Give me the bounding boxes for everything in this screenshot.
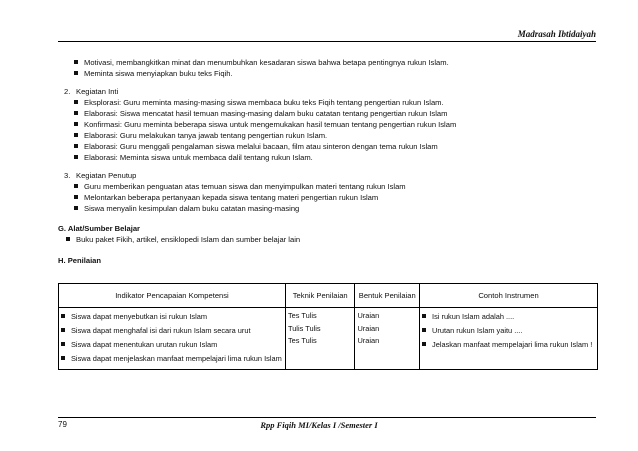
header-bentuk: Bentuk Penilaian — [355, 284, 420, 308]
list-item: Elaborasi: Guru menggali pengalaman siswa melalui bacaan, film atau sinteron dengan tema rukun Islam — [72, 141, 598, 152]
kegiatan-inti-heading — [64, 86, 598, 97]
list-item: Eksplorasi: Guru meminta masing-masing siswa membaca buku teks Fiqih tentang pengertian rukun Islam. — [72, 97, 598, 108]
list-item: Siswa dapat menentukan urutan rukun Islam — [59, 339, 285, 350]
section-title: Kegiatan Penutup — [76, 171, 137, 180]
section-number: 2. — [64, 87, 71, 96]
teknik-value: Tulis Tulis — [287, 323, 321, 333]
kegiatan-penutup-list — [72, 181, 598, 214]
teknik-value: Tes Tulis — [287, 336, 317, 345]
table-row — [59, 308, 598, 370]
teknik-cell — [285, 308, 355, 370]
header-rule — [58, 41, 596, 42]
section-number: 3. — [64, 171, 71, 180]
list-item: Buku paket Fikih, artikel, ensiklopedi Islam dan sumber belajar lain — [64, 234, 598, 245]
table-header-row — [59, 284, 598, 308]
header-contoh: Contoh Instrumen — [420, 284, 598, 308]
header-indikator: Indikator Pencapaian Kompetensi — [59, 284, 286, 308]
contoh-cell — [420, 308, 598, 370]
list-item: Isi rukun Islam adalah .... — [420, 311, 597, 322]
section-title: Kegiatan Inti — [76, 87, 119, 96]
section-g-title: G. Alat/Sumber Belajar — [58, 224, 141, 233]
header-teknik: Teknik Penilaian — [285, 284, 355, 308]
bentuk-cell — [355, 308, 420, 370]
bentuk-value: Uraian — [357, 311, 380, 320]
list-item: Siswa dapat menghafal isi dari rukun Islam secara urut — [59, 325, 285, 336]
section-g-list — [64, 234, 598, 245]
list-item: Siswa menyalin kesimpulan dalam buku catatan masing-masing — [72, 203, 598, 214]
list-item: Siswa dapat menyebutkan isi rukun Islam — [59, 311, 285, 322]
list-item: Guru memberikan penguatan atas temuan siswa dan menyimpulkan materi tentang rukun Islam — [72, 181, 598, 192]
list-item: Urutan rukun Islam yaitu .... — [420, 325, 597, 336]
list-item: Elaborasi: Guru melakukan tanya jawab tentang pengertian rukun Islam. — [72, 130, 598, 141]
list-item: Konfirmasi: Guru meminta beberapa siswa untuk mengemukakan hasil temuan tentang pengertian rukun Islam — [72, 119, 598, 130]
assessment-table — [58, 283, 598, 370]
list-item: Melontarkan beberapa pertanyaan kepada siswa tentang materi pengertian rukun Islam — [72, 192, 598, 203]
kegiatan-inti-list — [72, 97, 598, 163]
bentuk-value: Uraian — [357, 323, 380, 333]
page-number: 79 — [58, 420, 67, 429]
list-item: Siswa dapat menjelaskan manfaat mempelajari lima rukun Islam — [59, 353, 285, 364]
bentuk-value: Uraian — [357, 336, 380, 345]
list-item: Elaborasi: Siswa mencatat hasil temuan masing-masing dalam buku catatan tentang pengertian rukun Islam — [72, 108, 598, 119]
teknik-value: Tes Tulis — [287, 311, 317, 320]
header-title: Madrasah Ibtidaiyah — [517, 29, 596, 39]
footer-rule — [58, 417, 596, 418]
list-item: Meminta siswa menyiapkan buku teks Fiqih. — [72, 68, 598, 79]
list-item: Motivasi, membangkitkan minat dan menumbuhkan kesadaran siswa bahwa betapa pentingnya rukun Islam. — [72, 57, 598, 68]
footer-title: Rpp Fiqih MI/Kelas I /Semester I — [260, 420, 378, 430]
indikator-cell — [59, 308, 286, 370]
intro-bullet-list — [72, 57, 598, 79]
section-h-title: H. Penilaian — [58, 256, 102, 265]
kegiatan-penutup-heading — [64, 170, 598, 181]
list-item: Jelaskan manfaat mempelajari lima rukun Islam ! — [420, 339, 597, 350]
list-item: Elaborasi: Meminta siswa untuk membaca dalil tentang rukun Islam. — [72, 152, 598, 163]
document-body — [58, 57, 598, 266]
